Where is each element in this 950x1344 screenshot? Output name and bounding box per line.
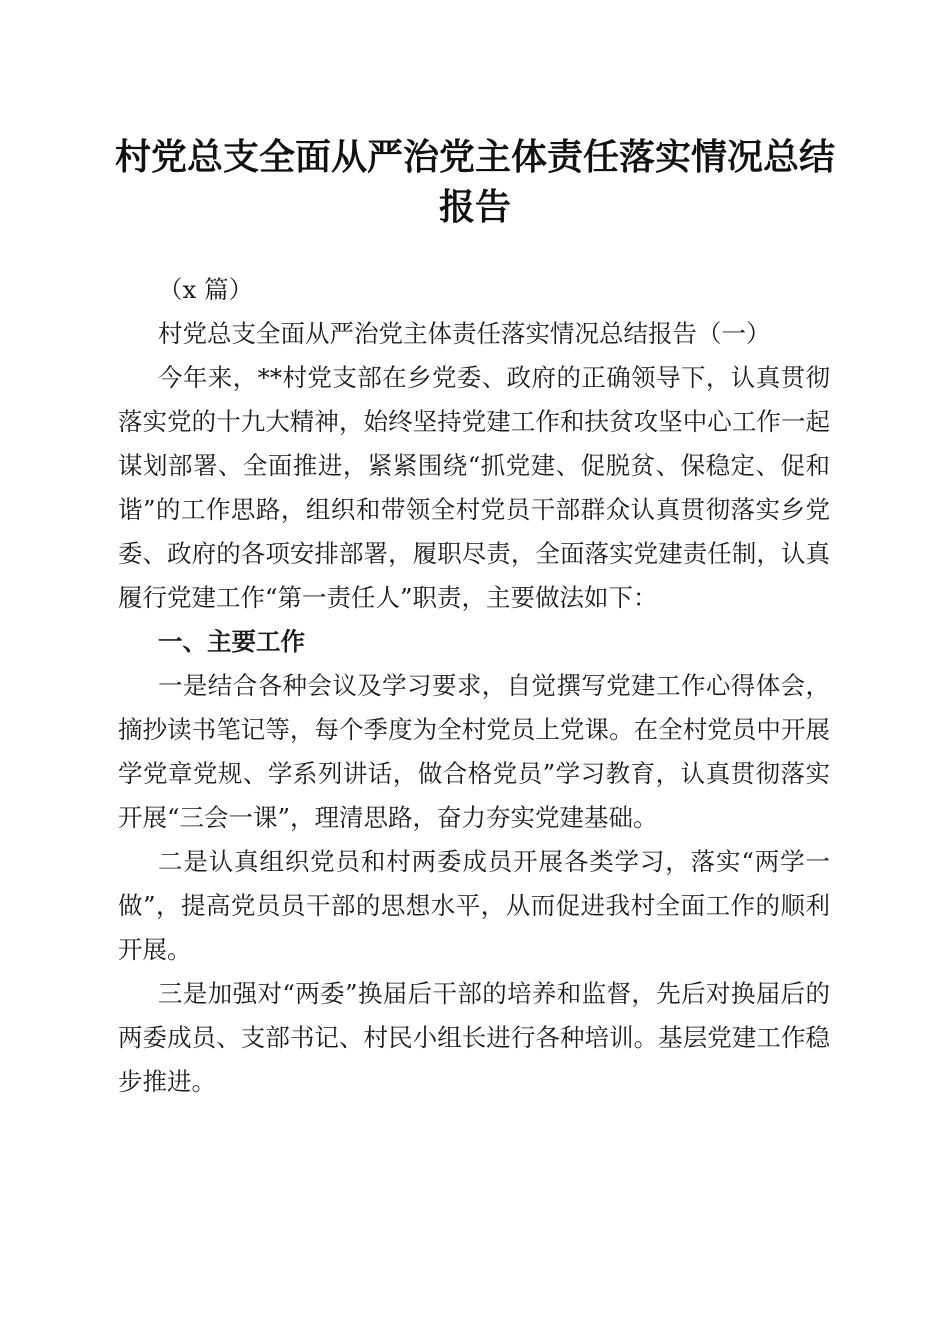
piece-count: （x 篇） bbox=[158, 275, 254, 304]
paragraph-3: 三是加强对“两委”换届后干部的培养和监督，先后对换届后的两委成员、支部书记、村民小组长进行各种培训。基层党建工作稳步推进。 bbox=[118, 979, 830, 1096]
paragraph-1: 一是结合各种会议及学习要求，自觉撰写党建工作心得体会，摘抄读书笔记等，每个季度为全村党员上党课。在全村党员中开展学党章党规、学系列讲话，做合格党员”学习教育，认真贯彻落实开展“三会一课”，理清思路，奋力夯实党建基础。 bbox=[118, 671, 830, 832]
paragraph-2: 二是认真组织党员和村两委成员开展各类学习，落实“两学一做”，提高党员员干部的思想水平，从而促进我村全面工作的顺利开展。 bbox=[118, 847, 830, 964]
report-subtitle: 村党总支全面从严治党主体责任落实情况总结报告（一） bbox=[158, 319, 771, 348]
section-heading: 一、主要工作 bbox=[158, 627, 305, 656]
intro-paragraph: 今年来，**村党支部在乡党委、政府的正确领导下，认真贯彻落实党的十九大精神，始终坚持党建工作和扶贫攻坚中心工作一起谋划部署、全面推进，紧紧围绕“抓党建、促脱贫、保稳定、促和谐”的工作思路，组织和带领全村党员干部群众认真贯彻落实乡党委、政府的各项安排部署，履职尽责，全面落实党建责任制，认真履行党建工作“第一责任人”职责，主要做法如下： bbox=[118, 363, 830, 612]
document-body bbox=[118, 268, 830, 1104]
document-title: 村党总支全面从严治党主体责任落实情况总结报告 bbox=[114, 136, 835, 228]
